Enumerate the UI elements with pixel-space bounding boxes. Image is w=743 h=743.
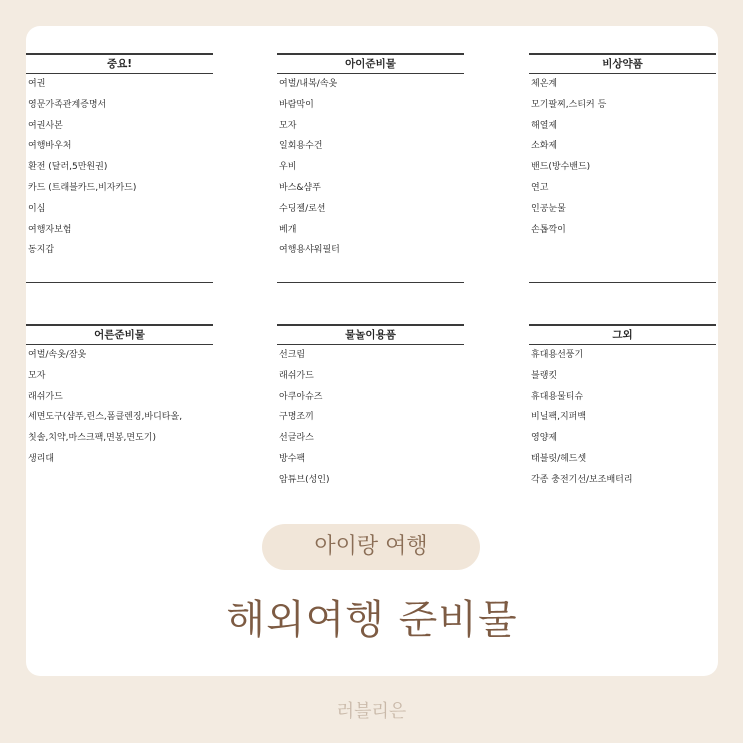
checklist-card <box>26 26 718 676</box>
page-title: 해외여행 준비물 <box>226 597 518 643</box>
list-item: 카드 (트래블카드,비자카드) <box>28 182 137 193</box>
list-item: 모자 <box>279 120 297 131</box>
section-divider <box>26 282 213 283</box>
list-item: 바람막이 <box>279 99 314 110</box>
list-item: 휴대용물티슈 <box>531 391 584 402</box>
list-item: 수딩젤/로션 <box>279 203 326 214</box>
list-item: 모자 <box>28 370 46 381</box>
list-item: 연고 <box>531 182 549 193</box>
section-medicine <box>529 53 716 240</box>
list-item: 여권사본 <box>28 120 63 131</box>
section-kids-supplies <box>277 53 464 261</box>
list-item: 태블릿/헤드셋 <box>531 453 587 464</box>
list-item: 래쉬가드 <box>279 370 314 381</box>
list-item: 여권 <box>28 79 46 89</box>
subtitle-pill: 아이랑 여행 <box>262 524 480 570</box>
list-item: 소화제 <box>531 141 558 152</box>
list-item: 블랭킷 <box>531 370 558 381</box>
list-item: 일회용수건 <box>279 141 323 152</box>
list-item: 베개 <box>279 224 297 235</box>
list-item: 체온계 <box>531 79 558 89</box>
list-item: 세면도구(샴푸,린스,폼클렌징,바디타올, <box>28 412 183 423</box>
section-divider <box>529 282 716 283</box>
list-item: 암튜브(성인) <box>279 474 330 485</box>
list-item: 비닐팩,지퍼백 <box>531 412 587 423</box>
section-list <box>529 345 716 491</box>
list-item: 여벌/속옷/잠옷 <box>28 350 87 360</box>
list-item: 아쿠아슈즈 <box>279 391 323 402</box>
section-list <box>26 74 213 261</box>
list-item: 환전 (달러,5만원권) <box>28 162 108 173</box>
list-item: 구명조끼 <box>279 412 314 423</box>
list-item: 선글라스 <box>279 433 314 444</box>
section-title: 물놀이용품 <box>277 324 464 345</box>
list-item: 여벌/내복/속옷 <box>279 79 338 89</box>
list-item: 밴드(방수밴드) <box>531 162 591 173</box>
list-item: 우비 <box>279 162 297 173</box>
section-title: 그외 <box>529 324 716 345</box>
list-item: 영양제 <box>531 433 558 444</box>
list-item: 방수팩 <box>279 453 306 464</box>
list-item: 각종 충전기선/보조배터리 <box>531 474 633 485</box>
list-item: 여행바우처 <box>28 141 72 152</box>
list-item: 모기팔찌,스티커 등 <box>531 99 607 110</box>
list-item: 영문가족관계증명서 <box>28 99 107 110</box>
list-item: 동지갑 <box>28 245 55 256</box>
section-title: 어른준비물 <box>26 324 213 345</box>
list-item: 휴대용선풍기 <box>531 350 584 360</box>
section-list <box>277 74 464 261</box>
list-item: 이심 <box>28 203 46 214</box>
section-list <box>26 345 213 470</box>
author-signature: 러블리은 <box>336 701 407 722</box>
section-water-play <box>277 324 464 491</box>
list-item: 여행용샤워필터 <box>279 245 340 256</box>
list-item: 래쉬가드 <box>28 391 63 402</box>
section-title: 중요! <box>26 53 213 74</box>
list-item: 생리대 <box>28 453 55 464</box>
list-item: 해열제 <box>531 120 558 131</box>
section-adult-supplies <box>26 324 213 470</box>
section-list <box>529 74 716 240</box>
section-list <box>277 345 464 491</box>
list-item: 칫솔,치약,마스크팩,면봉,면도기) <box>28 433 156 444</box>
section-others <box>529 324 716 491</box>
section-title: 비상약품 <box>529 53 716 74</box>
section-divider <box>277 282 464 283</box>
list-item: 바스&샴푸 <box>279 182 321 193</box>
section-important <box>26 53 213 261</box>
section-title: 아이준비물 <box>277 53 464 74</box>
list-item: 인공눈물 <box>531 203 566 214</box>
list-item: 여행자보험 <box>28 224 72 235</box>
list-item: 손톱깍이 <box>531 224 566 235</box>
list-item: 선크림 <box>279 350 306 360</box>
